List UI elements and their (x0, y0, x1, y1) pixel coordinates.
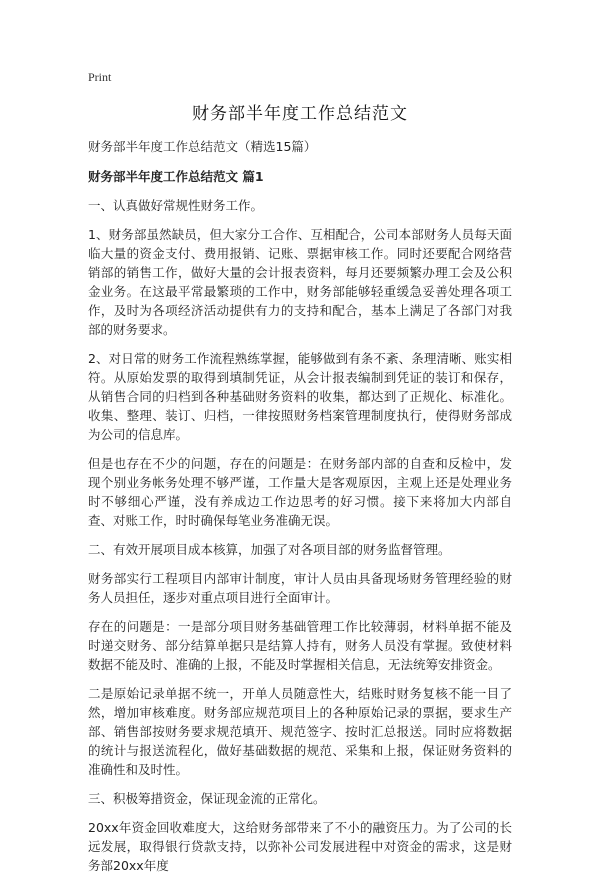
paragraph: 20xx年资金回收难度大，这给财务部带来了不小的融资压力。为了公司的长远发展，取得银行贷款支持，以弥补公司发展进程中对资金的需求，这是财务部20xx年度 (88, 820, 512, 873)
paragraph: 二、有效开展项目成本核算，加强了对各项目部的财务监督管理。 (88, 542, 451, 557)
section-heading: 财务部半年度工作总结范文 篇1 (88, 169, 264, 184)
paragraph: 一、认真做好常规性财务工作。 (88, 198, 264, 213)
paragraph: 存在的问题是：一是部分项目财务基础管理工作比较薄弱，材料单据不能及时递交财务、部分结算单据只是结算人持有，财务人员没有掌握。致使材料数据不能及时、准确的上报，不能及时掌握相关信息，无法统筹安排资金。 (88, 619, 512, 672)
paragraph: 1、财务部虽然缺员，但大家分工合作、互相配合，公司本部财务人员每天面临大量的资金支付、费用报销、记账、票据审核工作。同时还要配合网络营销部的销售工作，做好大量的会计报表资料，每月还要频繁办理工会及公积金业务。在这最平常最繁琐的工作中，财务部能够轻重缓急妥善处理各项工作，及时为各项经济活动提供有力的支持和配合，基本上满足了各部门对我部的财务要求。 (88, 227, 512, 337)
paragraph: 但是也存在不少的问题，存在的问题是：在财务部内部的自查和反检中，发现个别业务帐务处理不够严谨，工作量大是客观原因，主观上还是处理业务时不够细心严谨，没有养成边工作边思考的好习惯。接下来将加大内部自查、对账工作，时时确保每笔业务准确无误。 (88, 456, 512, 528)
document-title: 财务部半年度工作总结范文 (192, 104, 408, 124)
document-subtitle: 财务部半年度工作总结范文（精选15篇） (88, 139, 317, 154)
paragraph: 2、对日常的财务工作流程熟练掌握，能够做到有条不紊、条理清晰、账实相符。从原始发票的取得到填制凭证，从会计报表编制到凭证的装订和保存，从销售合同的归档到各种基础财务资料的收集，都达到了正规化、标准化。收集、整理、装订、归档，一律按照财务档案管理制度执行，使得财务部成为公司的信息库。 (88, 351, 512, 442)
paragraph: 财务部实行工程项目内部审计制度，审计人员由具备现场财务管理经验的财务人员担任，逐步对重点项目进行全面审计。 (88, 571, 512, 605)
paragraph: 二是原始记录单据不统一，开单人员随意性大，结账时财务复核不能一目了然，增加审核难度。财务部应规范项目上的各种原始记录的票据，要求生产部、销售部按财务要求规范填开、规范签字、按时汇总报送。同时应将数据的统计与报送流程化，做好基础数据的规范、采集和上报，保证财务资料的准确性和及时性。 (88, 686, 512, 777)
print-label: Print (88, 70, 112, 84)
paragraph: 三、积极筹措资金，保证现金流的正常化。 (88, 791, 326, 806)
